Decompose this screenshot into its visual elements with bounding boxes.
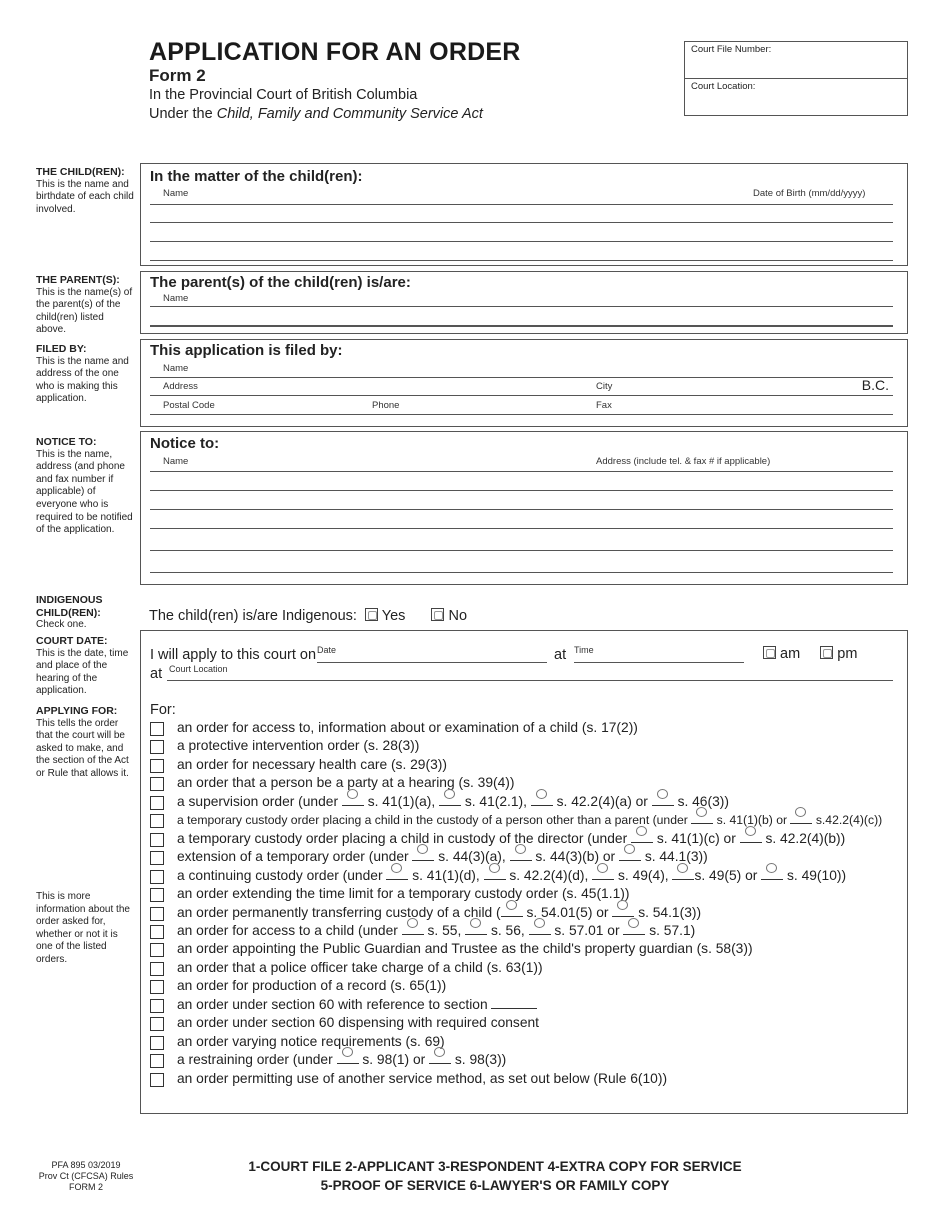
date-field[interactable] [317,662,547,663]
notice-line-6[interactable] [150,572,893,573]
order-checkbox[interactable] [150,943,164,957]
order-checkbox[interactable] [150,1054,164,1068]
order-checkbox[interactable] [150,833,164,847]
parent-name-label: Name [163,293,189,304]
order-text-part: s. 41(1)(c) or [653,830,740,846]
order-text [177,868,846,883]
option-radio[interactable] [619,850,641,861]
court-name: In the Provincial Court of British Columbia [149,87,418,103]
indigenous-no-checkbox[interactable] [431,608,444,621]
application-section [140,630,908,1114]
order-text-part: s. 42.2(4)(b)) [761,830,846,846]
order-text-part: a protective intervention order (s. 28(3)) [177,738,420,754]
indigenous-yes-checkbox[interactable] [365,608,378,621]
side-note-parents: THE PARENT(S): This is the name(s) of the parent(s) of the child(ren) listed above. [36,274,133,336]
option-radio[interactable] [501,906,523,917]
order-checkbox[interactable] [150,814,164,828]
filer-name-line[interactable] [150,377,893,378]
order-text-part: a temporary custody order placing a child in the custody of a person other than a parent (under [177,813,692,828]
pm-label: pm [837,646,858,662]
order-text-part: s. 54.01(5) or [522,904,613,920]
order-text-part: an order extending the time limit for a temporary custody order (s. 45(1.1)) [177,886,630,902]
notice-line-2[interactable] [150,490,893,491]
filer-fax-label: Fax [596,400,612,411]
order-text-part: s. 41(1)(b) or [713,813,791,828]
child-line-1[interactable] [150,204,893,205]
order-text-part: an order for access to a child (under [177,922,402,938]
pm-checkbox[interactable] [820,646,833,659]
section-reference-field[interactable] [491,999,537,1009]
am-checkbox[interactable] [763,646,776,659]
at-time-text: at [554,647,567,663]
notice-line-4[interactable] [150,528,893,529]
court-location-field[interactable]: Court Location: [691,81,756,92]
time-label: Time [574,645,594,655]
child-name-label: Name [163,188,189,199]
order-checkbox[interactable] [150,1017,164,1031]
order-text-part: an order that a police officer take charge of a child (s. 63(1)) [177,959,543,975]
side-note-applying-for: APPLYING FOR: This tells the order that the court will be asked to make, and the section of the Act or Rule that allows it. [36,705,129,779]
indigenous-no-label: No [448,608,468,624]
order-checkbox[interactable] [150,1036,164,1050]
filer-postal-line[interactable] [150,414,893,415]
order-checkbox[interactable] [150,962,164,976]
order-text-part: s. 54.1(3)) [634,904,702,920]
option-radio[interactable] [790,813,812,824]
option-radio[interactable] [631,832,653,843]
order-text [177,997,537,1012]
side-note-court-date: COURT DATE: This is the date, time and place of the hearing of the application. [36,635,129,697]
copies-line-2: 5-PROOF OF SERVICE 6-LAWYER'S OR FAMILY COPY [320,1178,670,1193]
notice-line-3[interactable] [150,509,893,510]
order-text-part: an order for necessary health care (s. 29(3)) [177,756,447,772]
order-text [177,923,695,938]
order-text-part: s. 98(1) or [358,1052,430,1068]
child-line-4[interactable] [150,260,893,261]
order-text-part: s. 42.2(4)(a) or [552,793,652,809]
order-text-part: a temporary custody order placing a child in custody of the director (under [177,830,631,846]
order-checkbox[interactable] [150,870,164,884]
filer-phone-label: Phone [372,400,400,411]
option-radio[interactable] [342,795,364,806]
order-checkbox[interactable] [150,722,164,736]
option-radio[interactable] [623,924,645,935]
option-radio[interactable] [465,924,487,935]
option-radio[interactable] [510,850,532,861]
order-text-part: s.42.2(4)(c)) [812,813,883,828]
order-text-part: an order permanently transferring custody of a child ( [177,904,501,920]
province-label: B.C. [861,377,889,393]
order-text-part: s. 41(1)(a), [363,793,440,809]
am-label: am [780,646,801,662]
side-note-indigenous: INDIGENOUS CHILD(REN): Check one. [36,594,103,631]
filed-by-section [140,339,908,427]
option-radio[interactable] [386,869,408,880]
order-text [177,794,729,809]
at-location-text: at [150,666,163,682]
order-text-part: s. 41(1)(d), [408,867,484,883]
order-text-part: s. 98(3)) [451,1052,507,1068]
order-text-part: an order varying notice requirements (s. 69) [177,1033,445,1049]
order-text-part: s. 44(3)(a), [434,849,510,865]
order-checkbox[interactable] [150,999,164,1013]
order-text-part: an order that a person be a party at a hearing (s. 39(4)) [177,775,515,791]
side-note-notice: NOTICE TO: This is the name, address (and phone and fax number if applicable) of everyone who is required to be notified of the application. [36,436,133,536]
court-file-box [684,41,908,116]
notice-name-label: Name [163,456,189,467]
apply-text: I will apply to this court on [150,647,317,663]
order-text-part: an order for access to, information about or examination of a child (s. 17(2)) [177,720,638,735]
order-checkbox[interactable] [150,925,164,939]
order-text [177,738,419,753]
order-text-part: s. 42.2(4)(d), [505,867,593,883]
am-option [763,646,857,662]
order-checkbox[interactable] [150,851,164,865]
order-text-part: s. 56, [487,922,529,938]
order-text [177,941,753,956]
copies-line-1: 1-COURT FILE 2-APPLICANT 3-RESPONDENT 4-EXTRA COPY FOR SERVICE [248,1159,742,1174]
order-text-part: an order appointing the Public Guardian and Trustee as the child's property guardian (s. 58(3)) [177,941,753,957]
order-text-part: an order under section 60 dispensing with required consent [177,1015,540,1031]
order-text [177,960,543,975]
order-text [177,1052,506,1067]
children-section [140,163,908,266]
order-checkbox[interactable] [150,1073,164,1087]
order-text-part: an order under section 60 with reference to section [177,996,492,1012]
option-radio[interactable] [592,869,614,880]
option-radio[interactable] [439,795,461,806]
notice-heading: Notice to: [150,435,220,452]
order-text [177,886,629,901]
option-radio[interactable] [612,906,634,917]
order-checkbox[interactable] [150,759,164,773]
indigenous-yes-label: Yes [381,608,406,624]
indigenous-question: The child(ren) is/are Indigenous: Yes No [149,608,468,624]
order-checkbox[interactable] [150,740,164,754]
parent-line-2[interactable] [150,325,893,327]
option-radio[interactable] [402,924,424,935]
time-field[interactable] [574,662,744,663]
order-text [177,849,708,864]
order-text-part: s. 44.1(3)) [640,849,708,865]
filer-city-label: City [596,381,613,392]
order-checkbox[interactable] [150,796,164,810]
order-text-part: s. 41(2.1), [461,793,531,809]
order-text [177,978,446,993]
order-checkbox[interactable] [150,888,164,902]
order-text [177,757,447,772]
order-text-part: s. 57.1) [645,922,696,938]
filer-address-label: Address [163,381,198,392]
date-label: Date [317,645,337,655]
option-radio[interactable] [652,795,674,806]
order-text [177,813,882,827]
order-checkbox[interactable] [150,777,164,791]
option-radio[interactable] [691,813,713,824]
notice-line-5[interactable] [150,550,893,551]
option-radio[interactable] [412,850,434,861]
filer-name-label: Name [163,363,189,374]
governing-act: Under the Child, Family and Community Service Act [149,106,483,122]
order-text-part: s. 46(3)) [673,793,729,809]
child-dob-label: Date of Birth (mm/dd/yyyy) [753,188,866,199]
order-text-part: s. 49(5) or [694,867,762,883]
notice-line-1[interactable] [150,471,893,472]
order-checkbox[interactable] [150,907,164,921]
order-text-part: s. 55, [423,922,466,938]
court-location-label: Court Location [169,664,228,674]
order-text-part: s. 49(4), [614,867,673,883]
order-checkbox[interactable] [150,980,164,994]
order-text [177,720,638,735]
order-text-part: a continuing custody order (under [177,867,387,883]
order-text-part: s. 49(10)) [783,867,847,883]
for-label: For: [150,702,176,718]
order-text-part: an order for production of a record (s. 65(1)) [177,978,447,994]
order-text-part: s. 44(3)(b) or [531,849,619,865]
filed-by-heading: This application is filed by: [150,342,343,359]
option-radio[interactable] [429,1053,451,1064]
notice-address-label: Address (include tel. & fax # if applicable) [596,456,771,467]
side-note-children: THE CHILD(REN): This is the name and birthdate of each child involved. [36,166,134,215]
form-number: Form 2 [149,66,206,85]
option-radio[interactable] [672,869,694,880]
option-radio[interactable] [531,795,553,806]
order-text [177,1071,667,1086]
children-heading: In the matter of the child(ren): [150,168,363,185]
notice-section [140,431,908,585]
order-text [177,775,514,790]
parent-line-1[interactable] [150,306,893,307]
parents-heading: The parent(s) of the child(ren) is/are: [150,274,411,291]
order-text-part: an order permitting use of another service method, as set out below (Rule 6(10)) [177,1070,668,1086]
option-radio[interactable] [484,869,506,880]
filer-address-line[interactable] [150,395,893,396]
order-text [177,1034,445,1049]
option-radio[interactable] [761,869,783,880]
option-radio[interactable] [337,1053,359,1064]
side-note-more-info: This is more information about the order asked for, whether or not it is one of the listed orders. [36,891,130,965]
filer-postal-label: Postal Code [163,400,215,411]
court-location-field[interactable] [167,680,893,681]
side-note-filed-by: FILED BY: This is the name and address of the one who is making this application. [36,343,129,405]
form-title: APPLICATION FOR AN ORDER [149,38,521,66]
order-text-part: a restraining order (under [177,1052,337,1068]
form-code: PFA 895 03/2019 Prov Ct (CFCSA) Rules FORM 2 [38,1160,134,1192]
child-line-3[interactable] [150,241,893,242]
order-text-part: s. 57.01 or [550,922,624,938]
order-text [177,831,845,846]
order-text-part: a supervision order (under [177,793,342,809]
court-file-number-field[interactable]: Court File Number: [685,42,907,79]
order-text [177,1015,539,1030]
parents-section [140,271,908,334]
child-line-2[interactable] [150,222,893,223]
order-text-part: extension of a temporary order (under [177,849,413,865]
option-radio[interactable] [529,924,551,935]
order-text [177,905,701,920]
option-radio[interactable] [740,832,762,843]
